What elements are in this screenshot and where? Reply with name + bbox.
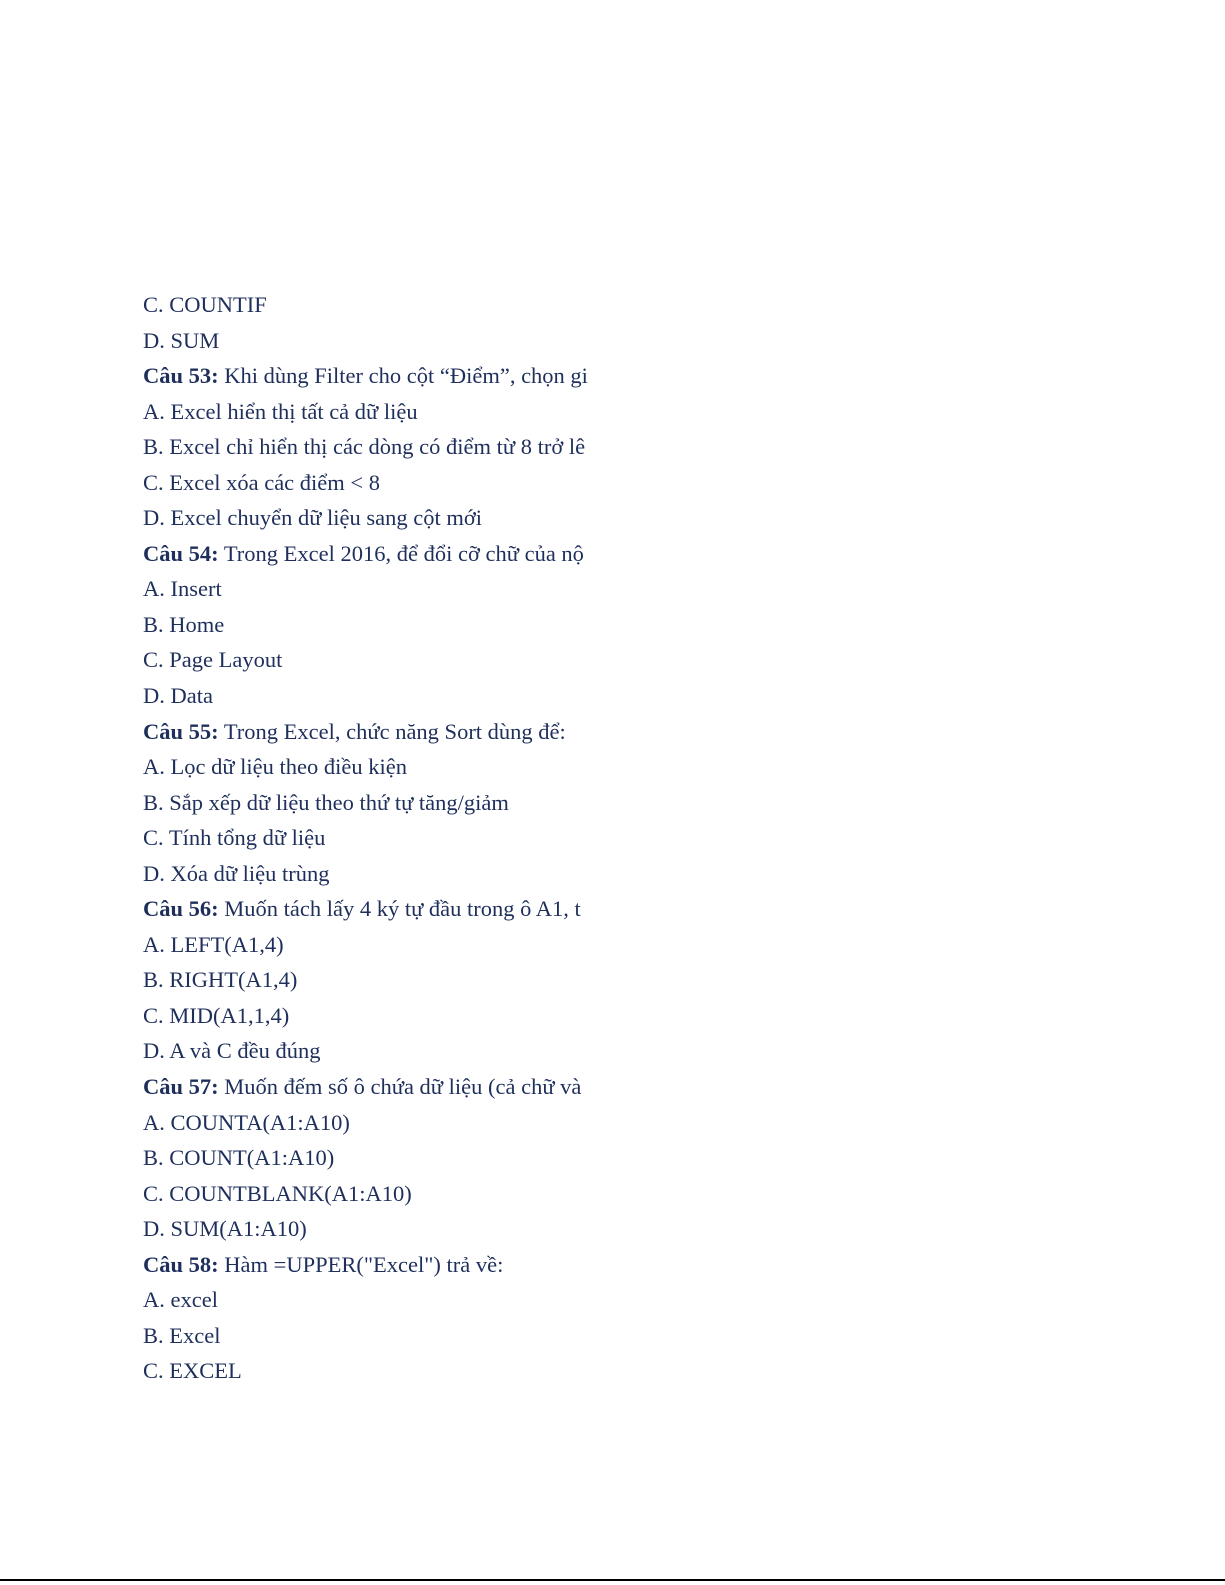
answer-option: A. excel xyxy=(143,1287,218,1313)
answer-option: C. COUNTIF xyxy=(143,292,267,317)
question-text: Trong Excel 2016, để đổi cỡ chữ của nộ xyxy=(218,540,584,566)
answer-option: B. Home xyxy=(143,611,225,637)
answer-option: A. LEFT(A1,4) xyxy=(143,931,284,957)
answer-option: B. Sắp xếp dữ liệu theo thứ tự tăng/giảm xyxy=(143,789,509,815)
answer-option: A. Lọc dữ liệu theo điều kiện xyxy=(143,754,408,780)
question-number: Câu 53: xyxy=(143,363,219,389)
answer-option: C. MID(A1,1,4) xyxy=(143,1002,290,1028)
question-text: Khi dùng Filter cho cột “Điểm”, chọn gi xyxy=(218,363,588,389)
answer-option: A. COUNTA(A1:A10) xyxy=(143,1109,350,1135)
answer-option: A. Insert xyxy=(143,576,222,602)
question-line xyxy=(143,536,643,572)
answer-option: D. A và C đều đúng xyxy=(143,1038,321,1064)
question-text: Muốn đếm số ô chứa dữ liệu (cả chữ và xyxy=(218,1074,582,1100)
question-line xyxy=(143,1069,643,1105)
question-line xyxy=(143,358,643,394)
page-bottom-border xyxy=(0,1579,1225,1581)
question-line xyxy=(143,891,643,927)
answer-option: C. EXCEL xyxy=(143,1358,242,1384)
question-number: Câu 55: xyxy=(143,718,219,744)
answer-option: D. SUM(A1:A10) xyxy=(143,1216,307,1242)
answer-option: D. SUM xyxy=(143,327,220,353)
question-line xyxy=(143,714,643,750)
question-text: Trong Excel, chức năng Sort dùng để: xyxy=(218,718,566,744)
answer-option: D. Excel chuyển dữ liệu sang cột mới xyxy=(143,505,483,531)
answer-option: C. Tính tổng dữ liệu xyxy=(143,825,326,851)
question-number: Câu 54: xyxy=(143,540,219,566)
question-number: Câu 58: xyxy=(143,1251,219,1277)
answer-option: B. Excel chỉ hiển thị các dòng có điểm từ 8 trở lê xyxy=(143,434,586,460)
answer-option: D. Xóa dữ liệu trùng xyxy=(143,860,330,886)
answer-option: B. Excel xyxy=(143,1322,221,1348)
answer-option: D. Data xyxy=(143,683,213,709)
question-number: Câu 56: xyxy=(143,896,219,922)
answer-option: C. Excel xóa các điểm < 8 xyxy=(143,469,380,495)
answer-option: C. COUNTBLANK(A1:A10) xyxy=(143,1180,412,1206)
question-number: Câu 57: xyxy=(143,1074,219,1100)
answer-option: A. Excel hiển thị tất cả dữ liệu xyxy=(143,398,418,424)
question-line xyxy=(143,1247,643,1283)
question-text: Muốn tách lấy 4 ký tự đầu trong ô A1, t xyxy=(218,896,581,922)
answer-option: B. COUNT(A1:A10) xyxy=(143,1145,335,1171)
answer-option: B. RIGHT(A1,4) xyxy=(143,967,298,993)
answer-option: C. Page Layout xyxy=(143,647,283,673)
document-body xyxy=(143,287,643,1389)
question-text: Hàm =UPPER("Excel") trả về: xyxy=(218,1251,504,1277)
